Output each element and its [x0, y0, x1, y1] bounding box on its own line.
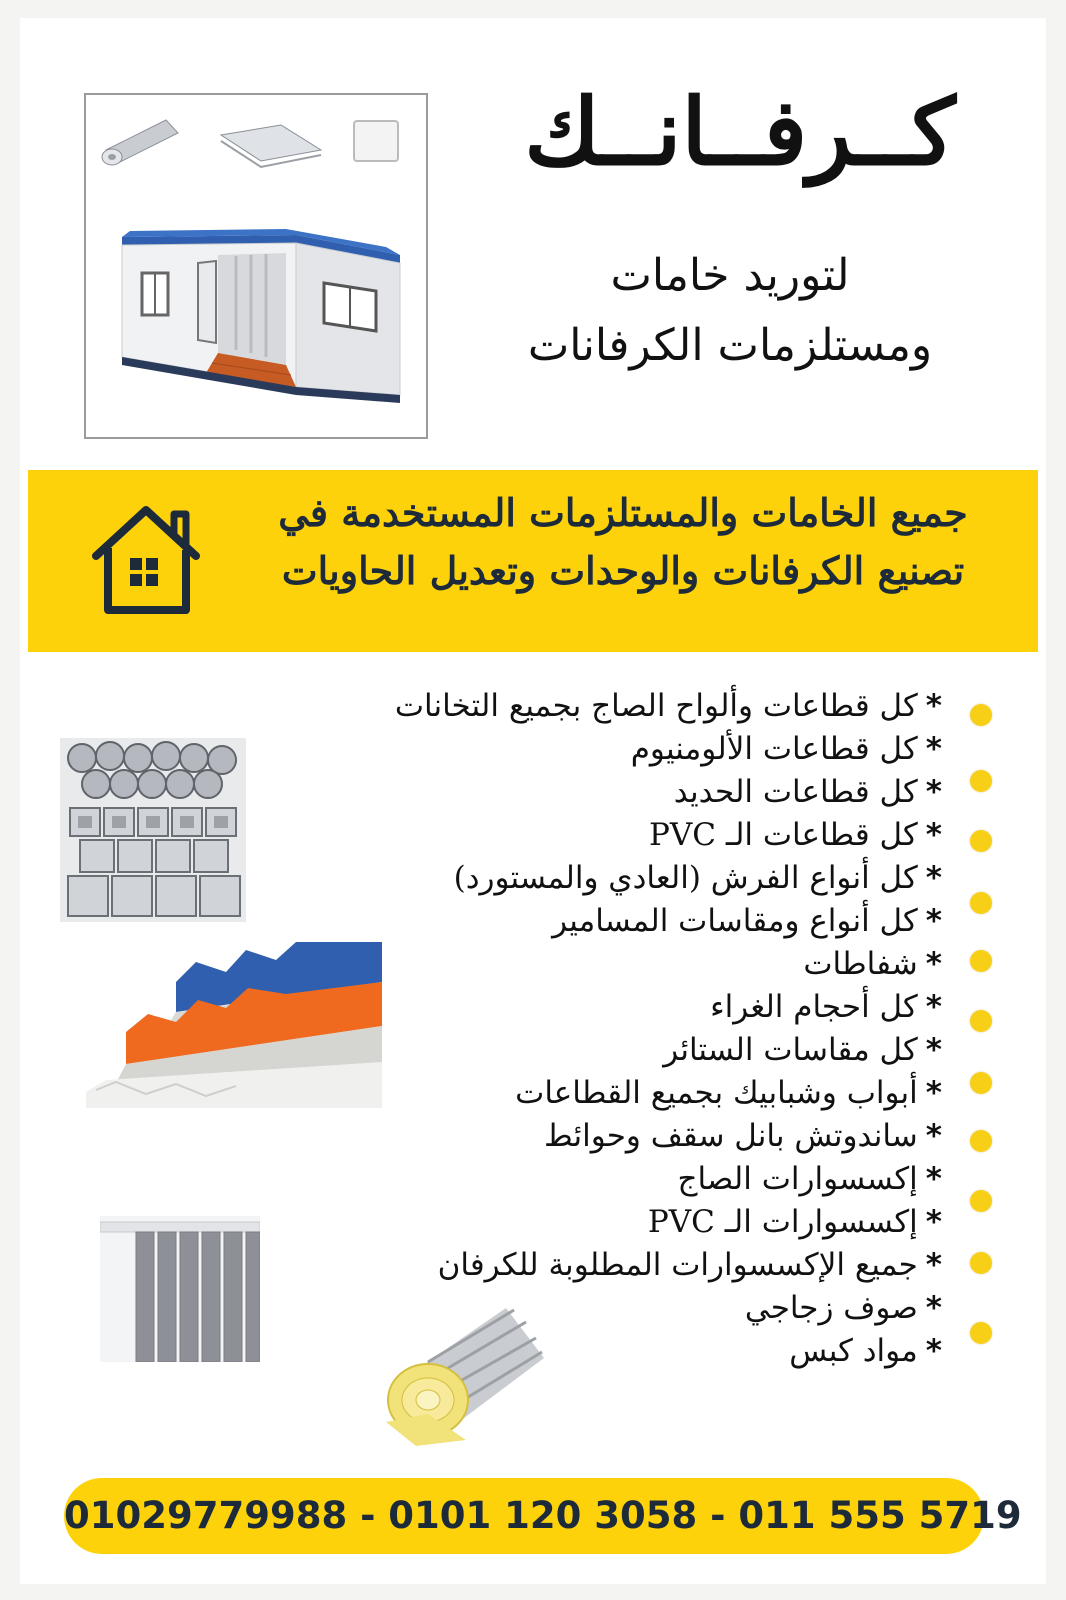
list-item: [648, 1200, 942, 1244]
bullet-star: *: [925, 731, 942, 767]
list-item: [745, 1286, 942, 1330]
list-item-label: شفاطات: [803, 946, 918, 982]
list-item: [631, 727, 942, 771]
bullet-star: *: [925, 1290, 942, 1326]
bullet-star: *: [925, 1247, 942, 1283]
list-item-label: كل مقاسات الستائر: [663, 1032, 918, 1068]
bullet-star: *: [925, 1032, 942, 1068]
bullet-dot-icon: [970, 892, 992, 914]
bullet-star: *: [925, 1333, 942, 1369]
list-item-label: إكسسوارات الـ PVC: [647, 1204, 918, 1240]
panel-square-icon: [354, 121, 398, 161]
blinds-image: [100, 1216, 260, 1362]
bullet-dot-icon: [970, 1322, 992, 1344]
list-item: [454, 856, 942, 900]
steel-profiles-image: [60, 738, 246, 922]
glass-wool-roll-image: [376, 1300, 552, 1446]
list-item-label: كل قطاعات وألواح الصاج بجميع التخانات: [394, 688, 918, 724]
sandwich-panel-image: [86, 942, 382, 1108]
bullet-star: *: [925, 774, 942, 810]
rolled-sheet-icon: [102, 120, 178, 165]
list-item-label: كل قطاعات الألومنيوم: [630, 731, 918, 767]
tagline-line-2: ومستلزمات الكرفانات: [527, 320, 933, 371]
list-item: [649, 813, 942, 857]
tagline-line-1: لتوريد خامات: [610, 250, 850, 301]
list-item: [803, 942, 942, 986]
bullet-star: *: [925, 1118, 942, 1154]
bullet-star: *: [925, 817, 942, 853]
bullet-dot-icon: [970, 830, 992, 852]
bullet-dot-icon: [970, 1190, 992, 1212]
banner: [28, 470, 1038, 652]
bullet-dot-icon: [970, 770, 992, 792]
bullet-dot-icon: [970, 1252, 992, 1274]
list-item: [544, 1114, 942, 1158]
bullet-star: *: [925, 989, 942, 1025]
list-item: [677, 1157, 942, 1201]
bullet-star: *: [925, 688, 942, 724]
list-item: [395, 684, 942, 728]
bullet-dot-icon: [970, 1072, 992, 1094]
bullet-star: *: [925, 1161, 942, 1197]
list-item: [552, 899, 942, 943]
list-item: [789, 1329, 942, 1373]
list-item-label: أبواب وشبابيك بجميع القطاعات: [515, 1075, 918, 1111]
list-item: [710, 985, 942, 1029]
list-item: [515, 1071, 942, 1115]
list-item-label: مواد كبس: [789, 1333, 918, 1369]
list-item: [674, 770, 942, 814]
list-item-label: جميع الإكسسوارات المطلوبة للكرفان: [437, 1247, 918, 1283]
banner-line-1: جميع الخامات والمستلزمات المستخدمة في: [278, 490, 968, 535]
list-item: [663, 1028, 942, 1072]
house-icon: [90, 500, 202, 618]
list-item-label: كل أنواع الفرش (العادي والمستورد): [453, 860, 918, 896]
list-item-label: ساندوتش بانل سقف وحوائط: [544, 1118, 918, 1154]
list-item-label: كل أنواع ومقاسات المسامير: [552, 903, 918, 939]
caravan-illustration: [86, 95, 426, 437]
list-item-label: كل قطاعات الـ PVC: [649, 817, 918, 853]
caravan-image: [84, 93, 428, 439]
list-item-label: كل قطاعات الحديد: [673, 774, 918, 810]
bullet-star: *: [925, 903, 942, 939]
list-item-label: صوف زجاجي: [744, 1290, 918, 1326]
banner-line-2: تصنيع الكرفانات والوحدات وتعديل الحاويات: [281, 548, 965, 593]
list-item-label: كل أحجام الغراء: [710, 989, 918, 1025]
phone-numbers-bar: 01029779988 - 0101 120 3058 - 011 555 5719: [64, 1478, 984, 1554]
list-item-label: إكسسوارات الصاج: [677, 1161, 918, 1197]
bullet-star: *: [925, 1204, 942, 1240]
bullet-dot-icon: [970, 1010, 992, 1032]
bullet-dot-icon: [970, 1130, 992, 1152]
bullet-star: *: [925, 860, 942, 896]
bullet-star: *: [925, 946, 942, 982]
bullet-star: *: [925, 1075, 942, 1111]
list-item: [438, 1243, 942, 1287]
bullet-dot-icon: [970, 704, 992, 726]
flat-sheet-icon: [221, 125, 321, 167]
bullet-dot-icon: [970, 950, 992, 972]
brand-title: كــرفــانــك: [524, 78, 956, 186]
